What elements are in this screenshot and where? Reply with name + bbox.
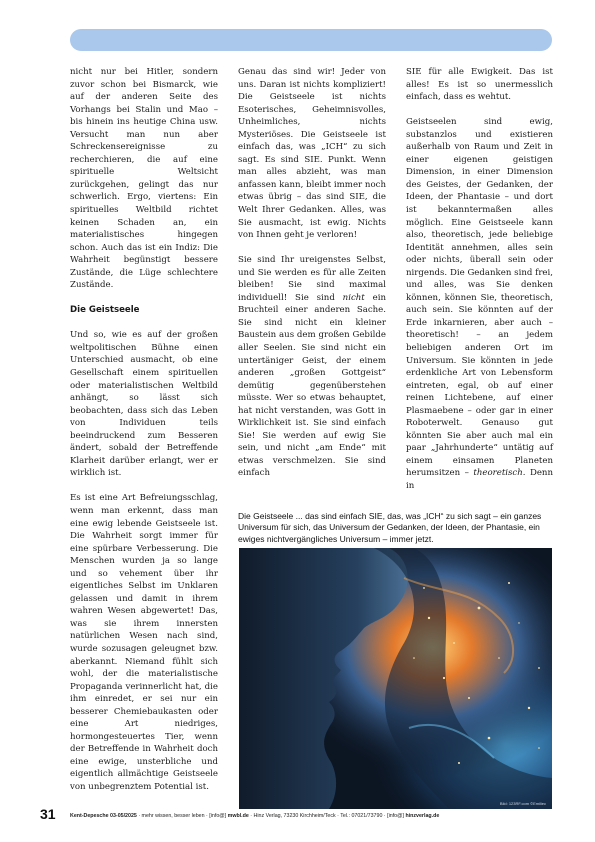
image-caption: Die Geistseele ... das sind einfach SIE, das, was „ICH“ zu sich sagt – ein ganzes Universum für sich, das Universum der Gedanken, der Ideen, der Phantasie, ein ewiges nichtvergängliches Universum – immer jetzt. — [238, 511, 542, 544]
text-column-1 — [70, 66, 218, 794]
cosmic-profile-image — [239, 548, 552, 809]
paragraph: Es ist eine Art Befreiungsschlag, wenn man erkennt, dass man eine ewig lebende Geistseele ist. Die Wahrheit sorgt immer für eine spürbare Verbesserung. Die Menschen wurden ja so lange und so vehement über ihr eigentliches Selbst im Unklaren gelassen und damit in ihrem wahren Wesen abgewertet! Das, was sie ihrem innersten natürlichen Wesen nach sind, wurde sozusagen geleugnet bzw. aberkannt. Niemand fühlt sich wohl, der die materialistische Propaganda verinnerlicht hat, die ihm einredet, er sei nur ein besserer Chemiebaukasten oder eine Art niedriges, hormongesteuertes Tier, wenn der Betreffende in Wahrheit doch eine ewige, unsterbliche und eigentlich allmächtige Geistseele von unbegrenztem Potential ist. — [70, 493, 218, 793]
image-credit: Bild: 123RF.com ©Emiliec — [499, 801, 546, 806]
emphasis: nicht — [342, 292, 365, 303]
cosmic-profile-illustration — [239, 548, 552, 809]
footer — [70, 813, 553, 819]
section-heading: Die Geistseele — [70, 305, 140, 316]
footer-publisher-link: hinzverlag.de — [405, 813, 440, 819]
paragraph: Genau das sind wir! Jeder von uns. Daran ist nichts kompliziert! Die Geistseele ist nichts Esoterisches, Geheimnisvolles, Unheimliches, nichts Mysteriöses. Die Geistseele ist einfach das, was „ICH“ zu sich sagt. Es sind SIE. Punkt. Wenn man alles abzieht, was man anfassen kann, bleibt immer noch etwas übrig – das sind SIE, die Welt Ihrer Gedanken. Alles, was Sie ausmacht, ist ewig. Nichts von Ihnen geht je verloren! — [238, 67, 386, 241]
issue-label: Kent-Depesche 03-05/2025 — [70, 813, 137, 819]
footer-publisher: · Hinz Verlag, 73230 Kirchheim/Teck · Tel.: 07021/73790 · [info@] — [248, 813, 406, 819]
paragraph — [238, 254, 386, 480]
paragraph: SIE für alle Ewigkeit. Das ist alles! Es ist so unermesslich einfach, dass es wehtut. — [406, 67, 553, 103]
header-bar — [70, 29, 552, 51]
text-column-2 — [238, 66, 386, 480]
paragraph: nicht nur bei Hitler, sondern zuvor schon bei Bismarck, wie auf der anderen Seite des Vorhangs bei Stalin und Mao – bis hinein ins heutige China usw. Versucht man nun aber Schreckensereignisse zu recherchieren, die auf eine spirituelle Weltsicht zurückgehen, gelingt das nur schwerlich. Ergo, viertens: Ein spirituelles Weltbild richtet keinen Schaden an, ein materialistisches hingegen schon. Auch das ist ein Indiz: Die Wahrheit begünstigt bessere Zustände, die Lüge schlechtere Zustände. — [70, 67, 218, 291]
paragraph: Und so, wie es auf der großen weltpolitischen Bühne einen Unterschied ausmacht, ob eine Gesellschaft einem spirituellen oder materialistischen Weltbild anhängt, so lässt sich beobachten, dass sich das Leben von Individuen teils beeindruckend zum Besseren ändert, sobald der Betreffende Klarheit darüber erlangt, wer er wirklich ist. — [70, 330, 218, 479]
text-run: ein Bruchteil einer anderen Sache. Sie sind nicht ein kleiner Baustein aus dem großen Gebilde aller Seelen. Sie sind nicht ein untertäniger Geist, der einem anderen „großen Gottgeist“ demütig gegenüberstehen müsste. Wer so etwas behauptet, hat nicht verstanden, was Gott in Wirklichkeit ist. Sie sind einfach Sie! Sie werden auf ewig Sie sein, und nicht „am Ende“ mit etwas verschmelzen. Sie sind einfach — [238, 292, 386, 479]
text-column-3 — [406, 66, 553, 493]
footer-site-link: mwbl.de — [227, 813, 249, 819]
footer-tagline: · mehr wissen, besser leben · [info@] — [136, 813, 228, 819]
paragraph — [406, 116, 553, 492]
text-run: . Denn in — [406, 468, 554, 491]
emphasis: theoretisch — [473, 468, 523, 479]
page-number: 31 — [40, 806, 56, 822]
text-run: Sie sind Ihr ureigenstes Selbst, und Sie werden es für alle Zeiten bleiben! Sie sind maximal individuell! Sie sind — [238, 255, 386, 303]
text-run: Geistseelen sind ewig, substanzlos und existieren außerhalb von Raum und Zeit in einer eigenen geistigen Dimension, in einer Dimension des Geistes, der Gedanken, der Ideen, der Phantasie – und dort ist bekanntermaßen alles möglich. Eine Geistseele kann also, theoretisch, jede beliebige Identität annehmen, alles sein oder nichts, überall sein oder nirgends. Die Gedanken sind frei, und alles, was Sie denken können, können Sie, theoretisch, auch sein. Sie könnten auf der Erde inkarnieren, aber auch – theoretisch! – an jedem beliebigen anderen Ort im Universum. Sie könnten in jede erdenkliche Art von Lebensform eintreten, egal, ob auf einer reinen Lichtebene, auf einer Plasmaebene – oder gar in einer Roboterwelt. Genauso gut könnten Sie aber auch mal ein paar „Jahrhunderte“ untätig auf einem einsamen Planeten herumsitzen – — [406, 117, 553, 479]
